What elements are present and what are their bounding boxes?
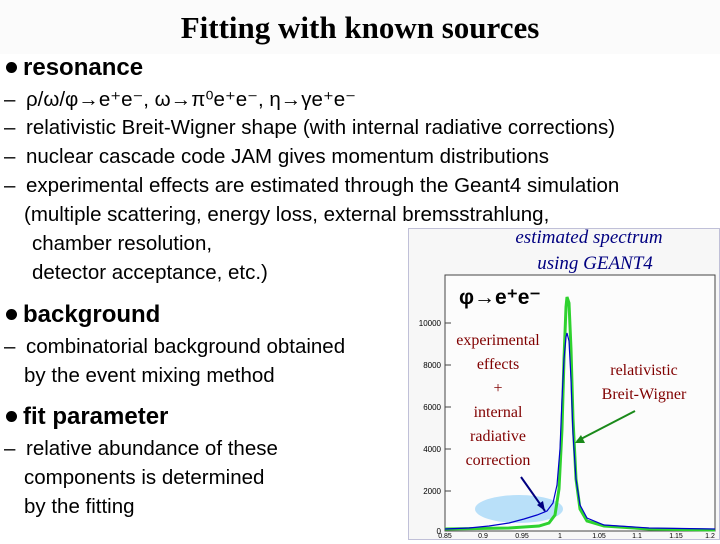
annotation-left — [437, 329, 559, 473]
heading-fit-parameter — [6, 403, 168, 431]
caption-line-2: using GEANT4 — [537, 253, 653, 274]
heading-resonance-label: resonance — [23, 54, 144, 81]
heading-resonance — [6, 54, 143, 82]
annotation-left-line: internal — [473, 404, 523, 421]
list-item-mixing-text: combinatorial background obtained — [26, 335, 346, 358]
heading-background-label: background — [23, 301, 161, 328]
x-tick-label: 1.05 — [592, 533, 606, 539]
x-tick-label: 0.9 — [478, 533, 488, 539]
annotation-right — [579, 359, 709, 407]
continuation-line-3: detector acceptance, etc.) — [32, 261, 268, 284]
list-item-jam: – nuclear cascade code JAM gives momentum distributions — [4, 145, 549, 168]
x-axis-labels — [438, 533, 715, 539]
y-tick-label: 0 — [436, 527, 441, 536]
x-tick-label: 1.2 — [705, 533, 715, 539]
annotation-left-line: correction — [465, 452, 531, 469]
list-item-decays-text: ρ/ω/φ→e⁺e⁻, ω→π⁰e⁺e⁻, η→γe⁺e⁻ — [26, 88, 356, 111]
annotation-left-line: radiative — [470, 428, 526, 445]
heading-fit-label: fit parameter — [23, 403, 169, 430]
x-tick-label: 1 — [558, 533, 562, 539]
list-item-abundance: – relative abundance of these — [4, 437, 278, 460]
continuation-line-2: chamber resolution, — [32, 232, 213, 255]
annotation-right-line: Breit-Wigner — [601, 386, 687, 403]
list-item-abundance-cont-1: components is determined — [24, 466, 265, 489]
bullet-icon — [6, 62, 17, 73]
list-item-breit-wigner: – relativistic Breit-Wigner shape (with internal radiative corrections) — [4, 116, 616, 139]
y-tick-label: 10000 — [418, 319, 441, 328]
x-tick-label: 1.15 — [669, 533, 683, 539]
slide-title: Fitting with known sources — [180, 10, 540, 45]
y-tick-label: 2000 — [423, 487, 441, 496]
continuation-line-1: (multiple scattering, energy loss, external bremsstrahlung, — [24, 203, 550, 226]
heading-background — [6, 301, 160, 329]
x-tick-label: 0.95 — [515, 533, 529, 539]
list-item-abundance-cont-2: by the fitting — [24, 495, 135, 518]
y-tick-label: 8000 — [423, 361, 441, 370]
bullet-icon — [6, 411, 17, 422]
spectrum-figure — [408, 228, 720, 540]
caption-line-1: estimated spectrum — [515, 227, 663, 248]
list-item-abundance-text: relative abundance of these — [26, 437, 278, 460]
list-item-geant4: – experimental effects are estimated through the Geant4 simulation — [4, 174, 620, 197]
highlight-ellipse — [475, 495, 563, 523]
list-item-mixing-cont: by the event mixing method — [24, 364, 275, 387]
bullet-icon — [6, 309, 17, 320]
x-tick-label: 0.85 — [438, 533, 452, 539]
annotation-left-line: experimental — [456, 332, 540, 349]
y-tick-label: 6000 — [423, 403, 441, 412]
list-item-decays: – ρ/ω/φ→e⁺e⁻, ω→π⁰e⁺e⁻, η→γe⁺e⁻ — [4, 88, 356, 111]
x-tick-label: 1.1 — [632, 533, 642, 539]
annotation-left-line: + — [493, 380, 503, 397]
decay-label: φ→e⁺e⁻ — [459, 286, 541, 309]
list-item-mixing: – combinatorial background obtained — [4, 335, 346, 358]
list-item-geant4-text: experimental effects are estimated through the Geant4 simulation — [26, 174, 620, 197]
y-tick-label: 4000 — [423, 445, 441, 454]
annotation-right-line: relativistic — [610, 362, 678, 379]
list-item-breit-wigner-text: relativistic Breit-Wigner shape (with internal radiative corrections) — [26, 116, 616, 139]
list-item-jam-text: nuclear cascade code JAM gives momentum distributions — [26, 145, 549, 168]
annotation-left-line: effects — [476, 356, 520, 373]
